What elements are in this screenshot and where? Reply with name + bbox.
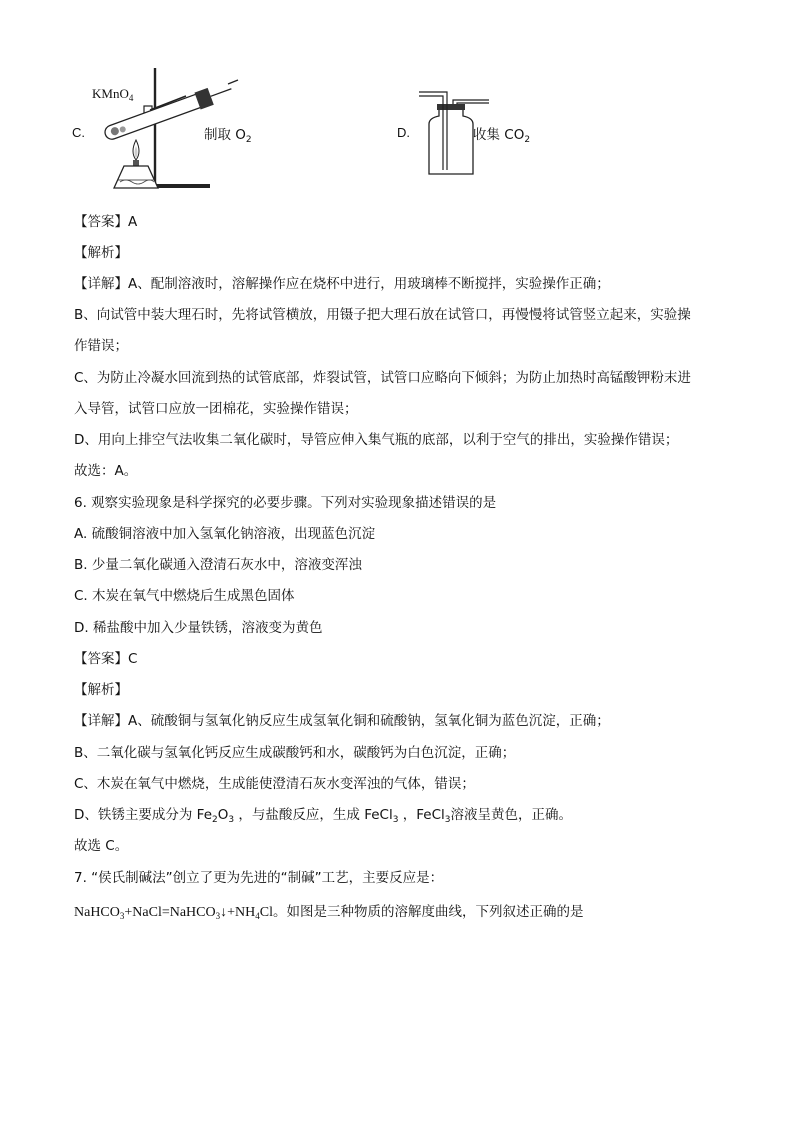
q6-analysis-heading: 【解析】 — [74, 682, 128, 698]
q5-conclusion: 故选：A。 — [74, 463, 138, 479]
q6-detail-d: D、铁锈主要成分为 $Fe_2O_3$ ，与盐酸反应，生成 FeCl$_3$ ，FeCl$_3$溶液呈黄色，正确。 — [74, 807, 573, 825]
figure-d — [395, 86, 595, 181]
figure-c-caption: 制取 $O_2$ — [204, 127, 252, 145]
q5-detail-b-line2: 作错误； — [74, 338, 128, 354]
q5-analysis-heading: 【解析】 — [74, 245, 128, 261]
q6-option-a: A. 硫酸铜溶液中加入氢氧化钠溶液，出现蓝色沉淀 — [74, 526, 376, 542]
reaction-equation: $NaHCO_3+NaCl=NaHCO_3↓+NH_4Cl$ — [74, 905, 273, 921]
q6-answer: 【答案】C — [74, 651, 138, 667]
figure-d-caption: 收集 $CO_2$ — [473, 127, 531, 145]
q7-stem: 7. “侯氏制碱法”创立了更为先进的“制碱”工艺，主要反应是： — [74, 870, 444, 886]
q6-detail-a: 【详解】A、硫酸铜与氢氧化钠反应生成氢氧化铜和硫酸钠，氢氧化铜为蓝色沉淀，正确； — [74, 713, 610, 729]
q5-detail-c-line2: 入导管，试管口应放一团棉花，实验操作错误； — [74, 401, 358, 417]
q7-stem-tail: 。如图是三种物质的溶解度曲线，下列叙述正确的是 — [272, 904, 584, 920]
q7-equation-line — [74, 903, 583, 925]
q6-option-d: D. 稀盐酸中加入少量铁锈，溶液变为黄色 — [74, 620, 323, 636]
q5-detail-a: 【详解】A、配制溶液时，溶解操作应在烧杯中进行，用玻璃棒不断搅拌，实验操作正确； — [74, 276, 610, 292]
q6-detail-b: B、二氧化碳与氢氧化钙反应生成碳酸钙和水，碳酸钙为白色沉淀，正确； — [74, 745, 516, 761]
q6-option-c: C. 木炭在氧气中燃烧后生成黑色固体 — [74, 588, 295, 604]
q5-detail-b-line1: B、向试管中装大理石时，先将试管横放，用镊子把大理石放在试管口，再慢慢将试管竖立起来，实验操 — [74, 307, 691, 323]
reagent-label: KMnO$_4$ — [92, 86, 134, 103]
q5-detail-d: D、用向上排空气法收集二氧化碳时，导管应伸入集气瓶的底部，以利于空气的排出，实验操作错误； — [74, 432, 679, 448]
option-label-c: C. — [72, 125, 85, 140]
q6-conclusion: 故选 C。 — [74, 838, 129, 854]
q6-stem: 6. 观察实验现象是科学探究的必要步骤。下列对实验现象描述错误的是 — [74, 495, 497, 511]
figure-c — [60, 62, 320, 197]
option-label-d: D. — [397, 125, 410, 140]
q6-detail-c: C、木炭在氧气中燃烧，生成能使澄清石灰水变浑浊的气体，错误； — [74, 776, 475, 792]
q5-detail-c-line1: C、为防止冷凝水回流到热的试管底部，炸裂试管，试管口应略向下倾斜；为防止加热时高锰酸钾粉末进 — [74, 370, 691, 386]
q5-answer: 【答案】A — [74, 214, 138, 230]
q6-option-b: B. 少量二氧化碳通入澄清石灰水中，溶液变浑浊 — [74, 557, 362, 573]
